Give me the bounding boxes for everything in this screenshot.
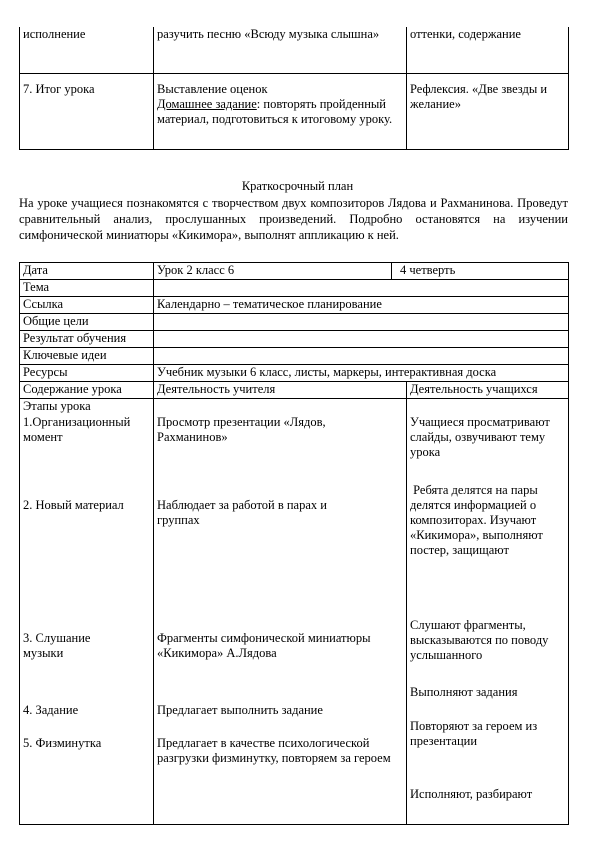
teacher-activity-cell — [154, 399, 407, 825]
lesson-class: Урок 2 класс 6 — [154, 263, 392, 280]
goals-label: Общие цели — [20, 314, 154, 331]
link-label: Ссылка — [20, 297, 154, 314]
quarter: 4 четверть — [392, 263, 569, 280]
cell-lesson-summary: 7. Итог урока — [20, 73, 154, 149]
stage-5: 5. Физминутка — [23, 736, 102, 750]
plan-title: Краткосрочный план — [241, 179, 354, 193]
students-4: Выполняют задания — [410, 685, 518, 699]
students-5: Повторяют за героем из презентации — [410, 719, 538, 748]
col-content-header: Содержание урока — [20, 382, 154, 399]
ideas-value — [154, 348, 569, 365]
cell-grades — [154, 73, 407, 149]
top-table — [19, 27, 569, 150]
students-2: Ребята делятся на пары делятся информацией о композиторах. Изучают «Кикимора», выполняют постер, защищают — [410, 483, 547, 557]
cell-learn-song: разучить песню «Всюду музыка слышна» — [154, 27, 407, 73]
col-students-header: Деятельность учащихся — [407, 382, 569, 399]
theme-value — [154, 280, 569, 297]
teacher-2: Наблюдает за работой в парах и группах — [157, 498, 327, 527]
teacher-5: Предлагает в качестве психологической разгрузки физминутку, повторяем за героем — [157, 736, 391, 765]
stage-1: 1.Организационный момент — [23, 415, 131, 444]
stages-label: Этапы урока — [23, 399, 91, 413]
teacher-1: Просмотр презентации «Лядов, Рахманинов» — [157, 415, 326, 444]
teacher-3: Фрагменты симфонической миниатюры «Кикимора» А.Лядова — [157, 631, 371, 660]
grades-text: Выставление оценок — [157, 81, 268, 96]
date-label: Дата — [20, 263, 154, 280]
cell-reflection: Рефлексия. «Две звезды и желание» — [407, 73, 569, 149]
stage-2: 2. Новый материал — [23, 498, 124, 512]
stages-cell — [20, 399, 154, 825]
resources-value: Учебник музыки 6 класс, листы, маркеры, интерактивная доска — [154, 365, 569, 382]
result-label: Результат обучения — [20, 331, 154, 348]
teacher-4: Предлагает выполнить задание — [157, 703, 323, 717]
students-3: Слушают фрагменты, высказываются по поводу услышанного — [410, 618, 549, 662]
stage-3: 3. Слушание музыки — [23, 631, 91, 660]
lesson-plan-table — [19, 262, 569, 825]
result-value — [154, 331, 569, 348]
homework-text: : повторять пройденный материал, подготовиться к итоговому уроку. — [157, 96, 393, 126]
resources-label: Ресурсы — [20, 365, 154, 382]
ideas-label: Ключевые идеи — [20, 348, 154, 365]
theme-label: Тема — [20, 280, 154, 297]
homework-label: Домашнее задание — [157, 96, 257, 111]
cell-performance: исполнение — [20, 27, 154, 73]
students-1: Учащиеся просматривают слайды, озвучивают тему урока — [410, 415, 550, 459]
col-teacher-header: Деятельность учителя — [154, 382, 407, 399]
stage-4: 4. Задание — [23, 703, 79, 717]
students-6: Исполняют, разбирают — [410, 787, 533, 801]
link-value: Календарно – тематическое планирование — [154, 297, 569, 314]
cell-shades: оттенки, содержание — [407, 27, 569, 73]
goals-value — [154, 314, 569, 331]
plan-intro: На уроке учащиеся познакомятся с творчеством двух композиторов Лядова и Рахманинова. Проведут сравнительный анализ, прослушанных произведений. Подробно остановятся на изучении симфонической миниатюры «Кикимора», выполнят аппликацию к ней. — [19, 196, 568, 242]
students-activity-cell — [407, 399, 569, 825]
